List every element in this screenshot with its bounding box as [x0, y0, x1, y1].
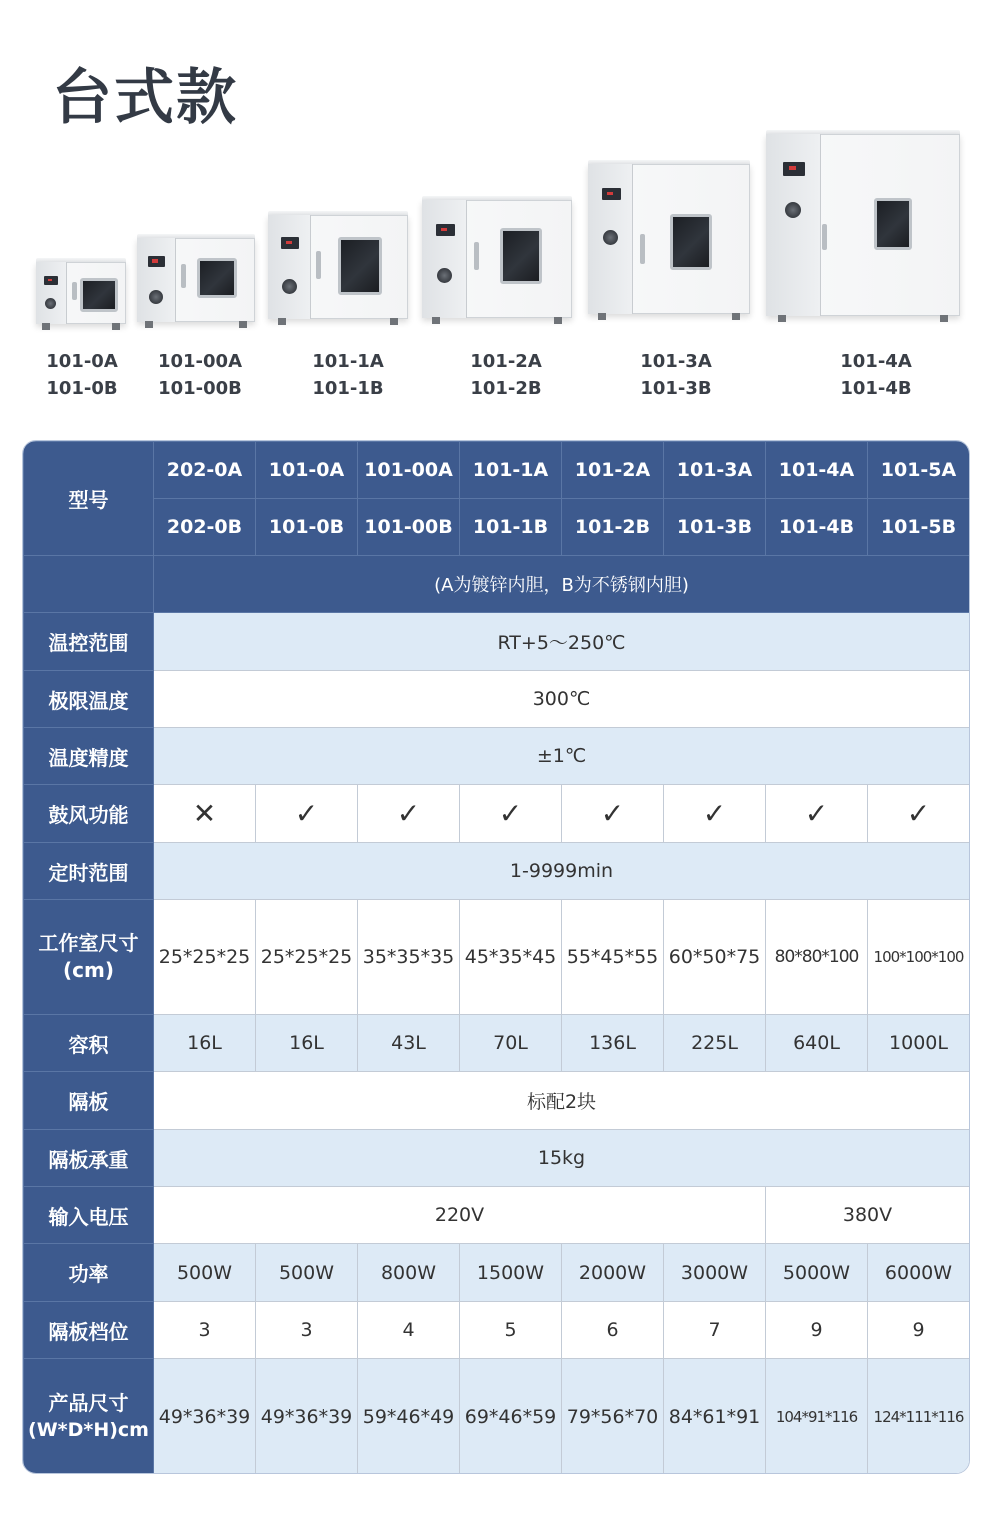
model-cell: 101-2B — [562, 499, 664, 556]
volume-cell: 136L — [562, 1015, 664, 1072]
row-shelf-positions — [24, 1302, 970, 1359]
label-limit-temp: 极限温度 — [24, 671, 154, 728]
check-icon: ✓ — [358, 785, 460, 843]
oven-label-101-2: 101-2A 101-2B — [470, 351, 542, 399]
label-model: 型号 — [24, 442, 154, 556]
cross-icon: ✕ — [154, 785, 256, 843]
model-cell: 202-0B — [154, 499, 256, 556]
shelf-position-cell: 3 — [154, 1302, 256, 1359]
product-size-cell: 84*61*91 — [664, 1359, 766, 1475]
label-shelf: 隔板 — [24, 1072, 154, 1130]
label-temp-range: 温控范围 — [24, 613, 154, 671]
model-cell: 101-0B — [256, 499, 358, 556]
model-cell: 101-4A — [766, 442, 868, 499]
chamber-cell: 60*50*75 — [664, 900, 766, 1015]
volume-cell: 16L — [154, 1015, 256, 1072]
value-shelf: 标配2块 — [154, 1072, 970, 1130]
model-cell: 101-0A — [256, 442, 358, 499]
power-cell: 3000W — [664, 1244, 766, 1302]
label-volume: 容积 — [24, 1015, 154, 1072]
check-icon: ✓ — [460, 785, 562, 843]
oven-image-101-0 — [36, 258, 126, 330]
chamber-cell: 25*25*25 — [154, 900, 256, 1015]
volume-cell: 1000L — [868, 1015, 970, 1072]
shelf-position-cell: 7 — [664, 1302, 766, 1359]
value-limit-temp: 300℃ — [154, 671, 970, 728]
power-cell: 5000W — [766, 1244, 868, 1302]
row-model-a — [24, 442, 970, 499]
row-volume — [24, 1015, 970, 1072]
label-chamber-line2: (cm) — [63, 958, 114, 982]
oven-label-101-0: 101-0A 101-0B — [46, 351, 118, 399]
model-cell: 101-1A — [460, 442, 562, 499]
label-chamber-line1: 工作室尺寸 — [38, 931, 139, 955]
volume-cell: 640L — [766, 1015, 868, 1072]
power-cell: 500W — [256, 1244, 358, 1302]
label-product-size-line2: (W*D*H)cm — [28, 1418, 149, 1441]
value-timer: 1-9999min — [154, 843, 970, 900]
row-model-b — [24, 499, 970, 556]
row-chamber — [24, 900, 970, 1015]
check-icon: ✓ — [256, 785, 358, 843]
model-cell: 202-0A — [154, 442, 256, 499]
model-cell: 101-2A — [562, 442, 664, 499]
label-product-size — [24, 1359, 154, 1475]
chamber-cell: 100*100*100 — [868, 900, 970, 1015]
product-size-cell: 49*36*39 — [154, 1359, 256, 1475]
shelf-position-cell: 6 — [562, 1302, 664, 1359]
row-power — [24, 1244, 970, 1302]
volume-cell: 225L — [664, 1015, 766, 1072]
power-cell: 800W — [358, 1244, 460, 1302]
product-size-cell: 79*56*70 — [562, 1359, 664, 1475]
label-blower: 鼓风功能 — [24, 785, 154, 843]
chamber-cell: 35*35*35 — [358, 900, 460, 1015]
row-temp-precision — [24, 728, 970, 785]
volume-cell: 43L — [358, 1015, 460, 1072]
product-size-cell: 69*46*59 — [460, 1359, 562, 1475]
chamber-cell: 25*25*25 — [256, 900, 358, 1015]
model-cell: 101-5B — [868, 499, 970, 556]
label-shelf-positions: 隔板档位 — [24, 1302, 154, 1359]
page-title: 台式款 — [52, 63, 238, 133]
shelf-position-cell: 4 — [358, 1302, 460, 1359]
check-icon: ✓ — [868, 785, 970, 843]
shelf-position-cell: 9 — [766, 1302, 868, 1359]
chamber-cell: 80*80*100 — [766, 900, 868, 1015]
value-shelf-load: 15kg — [154, 1130, 970, 1187]
model-cell: 101-1B — [460, 499, 562, 556]
oven-label-101-00: 101-00A 101-00B — [157, 351, 243, 399]
label-chamber — [24, 900, 154, 1015]
row-note — [24, 556, 970, 613]
label-timer: 定时范围 — [24, 843, 154, 900]
model-cell: 101-00A — [358, 442, 460, 499]
row-voltage — [24, 1187, 970, 1244]
row-blower — [24, 785, 970, 843]
shelf-position-cell: 5 — [460, 1302, 562, 1359]
value-temp-precision: ±1℃ — [154, 728, 970, 785]
model-cell: 101-00B — [358, 499, 460, 556]
row-shelf — [24, 1072, 970, 1130]
product-size-cell: 104*91*116 — [766, 1359, 868, 1475]
shelf-position-cell: 3 — [256, 1302, 358, 1359]
oven-label-101-1: 101-1A 101-1B — [312, 351, 384, 399]
liner-note: (A为镀锌内胆，B为不锈钢内胆) — [154, 556, 970, 613]
label-note-blank — [24, 556, 154, 613]
volume-cell: 16L — [256, 1015, 358, 1072]
shelf-position-cell: 9 — [868, 1302, 970, 1359]
product-images — [0, 0, 990, 420]
label-temp-precision: 温度精度 — [24, 728, 154, 785]
row-shelf-load — [24, 1130, 970, 1187]
label-power: 功率 — [24, 1244, 154, 1302]
spec-table-wrapper — [22, 440, 970, 1474]
row-limit-temp — [24, 671, 970, 728]
value-voltage-220: 220V — [154, 1187, 766, 1244]
label-product-size-line1: 产品尺寸 — [48, 1390, 129, 1415]
spec-table — [23, 441, 970, 1474]
check-icon: ✓ — [664, 785, 766, 843]
value-temp-range: RT+5～250℃ — [154, 613, 970, 671]
value-voltage-380: 380V — [766, 1187, 970, 1244]
oven-image-101-3 — [588, 160, 750, 320]
model-cell: 101-4B — [766, 499, 868, 556]
label-shelf-load: 隔板承重 — [24, 1130, 154, 1187]
chamber-cell: 55*45*55 — [562, 900, 664, 1015]
row-product-size — [24, 1359, 970, 1475]
row-temp-range — [24, 613, 970, 671]
power-cell: 1500W — [460, 1244, 562, 1302]
check-icon: ✓ — [766, 785, 868, 843]
power-cell: 500W — [154, 1244, 256, 1302]
model-cell: 101-5A — [868, 442, 970, 499]
product-size-cell: 124*111*116 — [868, 1359, 970, 1475]
oven-label-101-3: 101-3A 101-3B — [640, 351, 712, 399]
power-cell: 2000W — [562, 1244, 664, 1302]
chamber-cell: 45*35*45 — [460, 900, 562, 1015]
model-cell: 101-3A — [664, 442, 766, 499]
power-cell: 6000W — [868, 1244, 970, 1302]
row-timer — [24, 843, 970, 900]
product-size-cell: 49*36*39 — [256, 1359, 358, 1475]
label-voltage: 输入电压 — [24, 1187, 154, 1244]
oven-image-101-1 — [268, 211, 408, 325]
model-cell: 101-3B — [664, 499, 766, 556]
oven-image-101-00 — [137, 234, 255, 328]
volume-cell: 70L — [460, 1015, 562, 1072]
oven-image-101-2 — [422, 196, 572, 324]
oven-label-101-4: 101-4A 101-4B — [840, 351, 912, 399]
product-size-cell: 59*46*49 — [358, 1359, 460, 1475]
check-icon: ✓ — [562, 785, 664, 843]
oven-image-101-4 — [766, 130, 960, 322]
